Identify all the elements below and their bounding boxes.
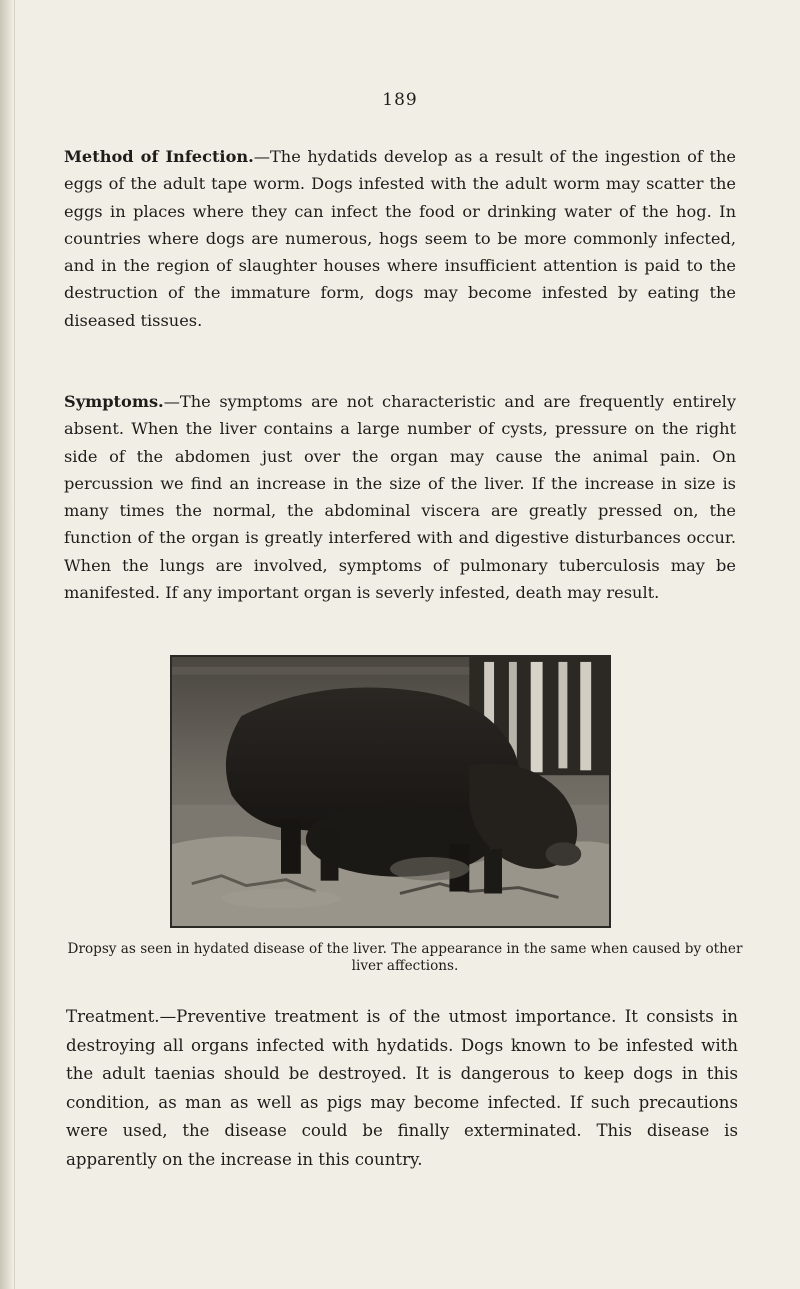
paragraph-heading: Symptoms. [64,392,164,411]
figure-caption: Dropsy as seen in hydated disease of the liver. The appearance in the same when caused by other liver affections. [67,941,743,974]
paragraph-treatment [66,1003,738,1175]
paragraph-symptoms [64,388,736,606]
paragraph-heading: Method of Infection. [64,147,254,166]
figure-photograph-hog [170,655,611,928]
page-number: 189 [382,90,418,110]
paragraph-body: —Preventive treatment is of the utmost importance. It consists in destroying all organs infected with hydatids. Dogs known to be infested with the adult taenias should be destroyed. It is dangerous to keep dogs in this condition, as man as well as pigs may become infected. If such precautions were used, the disease could be finally exterminated. This disease is apparently on the increase in this country. [66,1007,738,1169]
paragraph-heading: Treatment. [66,1007,160,1026]
hog-photo-illustration [172,657,609,926]
paragraph-body: —The hydatids develop as a result of the ingestion of the eggs of the adult tape worm. Dogs infested with the adult worm may scatter the eggs in places where they can infect the food or drinking water of the hog. In countries where dogs are numerous, hogs seem to be more commonly infected, and in the region of slaughter houses where insufficient attention is paid to the destruction of the immature form, dogs may become infested by eating the diseased tissues. [64,147,737,330]
paragraph-body: —The symptoms are not characteristic and are frequently entirely absent. When the liver contains a large number of cysts, pressure on the right side of the abdomen just over the organ may cause the animal pain. On percussion we find an increase in the size of the liver. If the increase in size is many times the normal, the abdominal viscera are greatly pressed on, the function of the organ is greatly interfered with and digestive disturbances occur. When the lungs are involved, symptoms of pulmonary tuberculosis may be manifested. If any important organ is severly infested, death may result. [64,392,736,603]
paragraph-method-of-infection [64,143,736,334]
page-binding-edge [0,0,15,1289]
